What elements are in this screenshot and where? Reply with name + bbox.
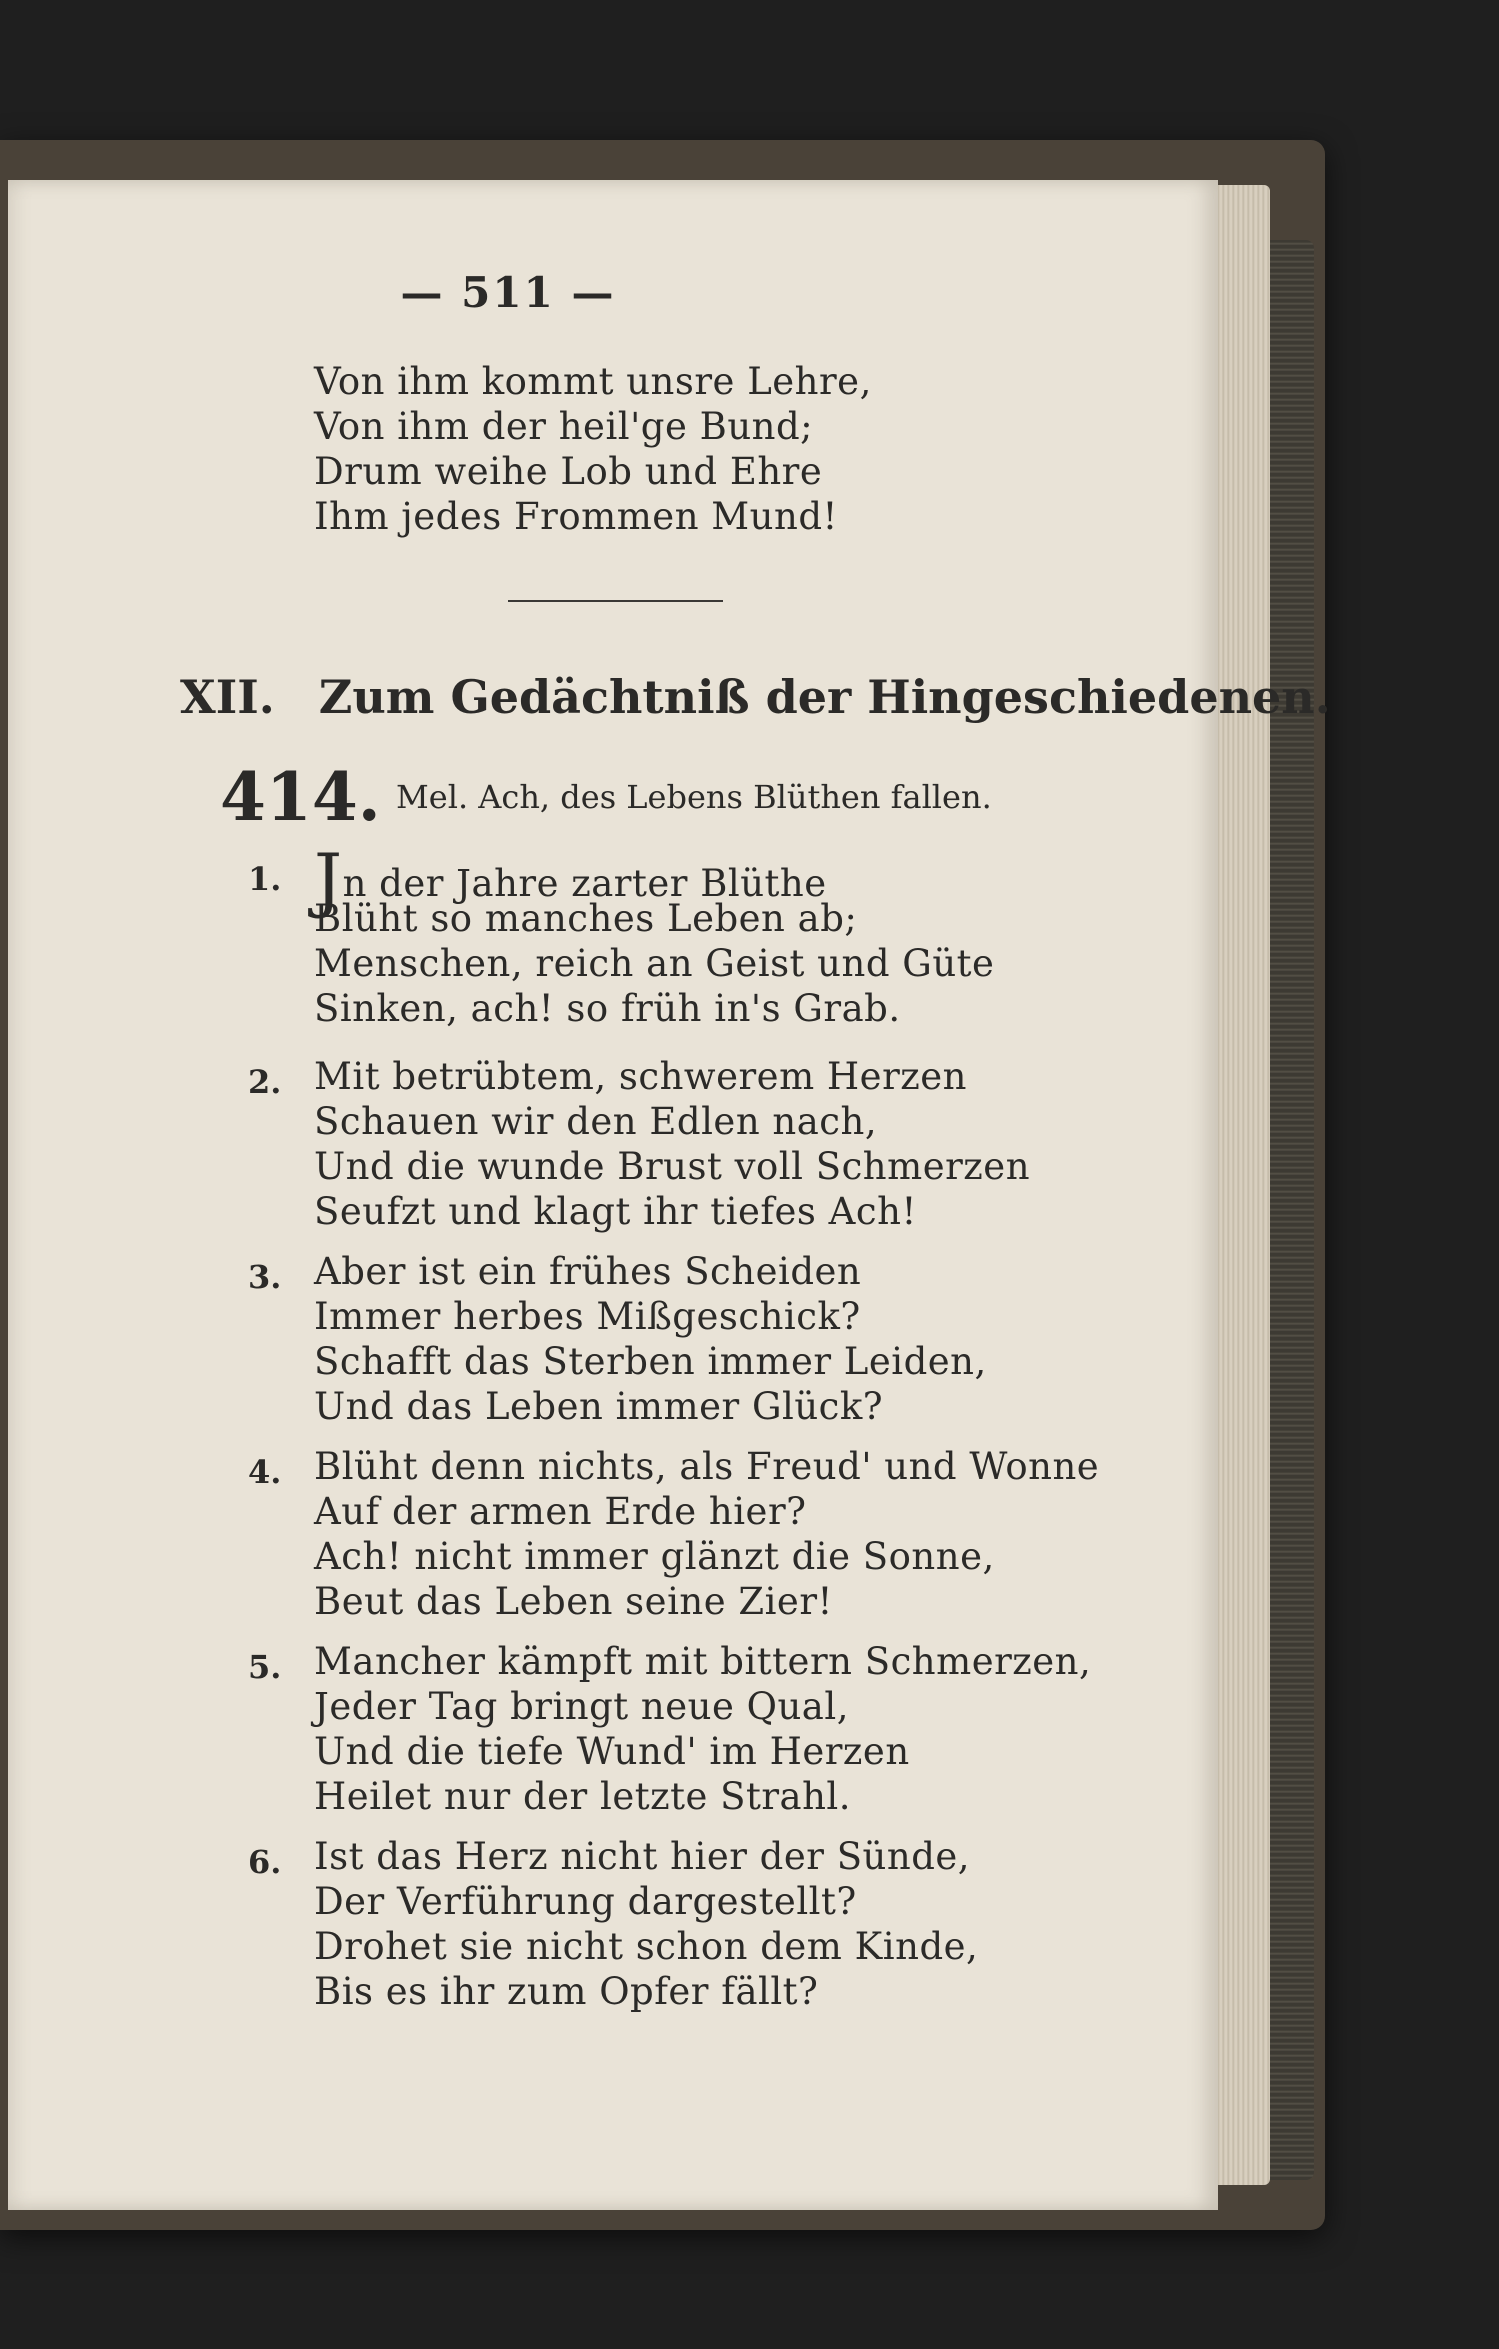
verse-line: Der Verführung dargestellt? bbox=[314, 1880, 857, 1923]
verse-line: Mit betrübtem, schwerem Herzen bbox=[314, 1055, 967, 1098]
section-roman-numeral: XII. bbox=[180, 670, 275, 724]
verse-number: 6. bbox=[248, 1843, 282, 1881]
verse-line: Menschen, reich an Geist und Güte bbox=[314, 942, 995, 985]
top-line: Von ihm der heil'ge Bund; bbox=[314, 405, 814, 448]
verse-line: Schauen wir den Edlen nach, bbox=[314, 1100, 878, 1143]
verse-line: Beut das Leben seine Zier! bbox=[314, 1580, 833, 1623]
verse-line: Sinken, ach! so früh in's Grab. bbox=[314, 987, 901, 1030]
verse-line: Jeder Tag bringt neue Qual, bbox=[314, 1685, 849, 1728]
drop-cap: J bbox=[314, 839, 343, 921]
verse-line-text: n der Jahre zarter Blüthe bbox=[342, 862, 827, 905]
verse-line: Blüht so manches Leben ab; bbox=[314, 897, 858, 940]
section-divider bbox=[508, 600, 723, 602]
verse-line: Ach! nicht immer glänzt die Sonne, bbox=[314, 1535, 995, 1578]
verse-line: Heilet nur der letzte Strahl. bbox=[314, 1775, 851, 1818]
verse-line: Schafft das Sterben immer Leiden, bbox=[314, 1340, 987, 1383]
verse-line: Bis es ihr zum Opfer fällt? bbox=[314, 1970, 819, 2013]
verse-line: Und die tiefe Wund' im Herzen bbox=[314, 1730, 910, 1773]
section-heading bbox=[180, 670, 1331, 724]
verse-number: 1. bbox=[248, 860, 282, 898]
page-number: — 511 — bbox=[400, 268, 616, 317]
verse-number: 4. bbox=[248, 1453, 282, 1491]
verse-number: 5. bbox=[248, 1648, 282, 1686]
verse-line: Und die wunde Brust voll Schmerzen bbox=[314, 1145, 1031, 1188]
top-line: Drum weihe Lob und Ehre bbox=[314, 450, 823, 493]
verse-line: Seufzt und klagt ihr tiefes Ach! bbox=[314, 1190, 917, 1233]
verse-number: 3. bbox=[248, 1258, 282, 1296]
verse-line: Blüht denn nichts, als Freud' und Wonne bbox=[314, 1445, 1100, 1488]
book-page bbox=[8, 180, 1331, 2210]
top-line: Ihm jedes Frommen Mund! bbox=[314, 495, 838, 538]
page-edges bbox=[1210, 185, 1270, 2185]
verse-line: Immer herbes Mißgeschick? bbox=[314, 1295, 861, 1338]
section-title: Zum Gedächtniß der Hingeschiedenen. bbox=[318, 670, 1331, 724]
top-line: Von ihm kommt unsre Lehre, bbox=[314, 360, 872, 403]
hymn-number: 414. bbox=[220, 758, 381, 836]
verse-line: Auf der armen Erde hier? bbox=[314, 1490, 807, 1533]
verse-line: Mancher kämpft mit bittern Schmerzen, bbox=[314, 1640, 1092, 1683]
verse-number: 2. bbox=[248, 1063, 282, 1101]
verse-line: Aber ist ein frühes Scheiden bbox=[314, 1250, 862, 1293]
hymn-melody: Mel. Ach, des Lebens Blüthen fallen. bbox=[396, 778, 992, 816]
verse-line: Und das Leben immer Glück? bbox=[314, 1385, 884, 1428]
verse-line: Ist das Herz nicht hier der Sünde, bbox=[314, 1835, 971, 1878]
verse-line: Drohet sie nicht schon dem Kinde, bbox=[314, 1925, 979, 1968]
